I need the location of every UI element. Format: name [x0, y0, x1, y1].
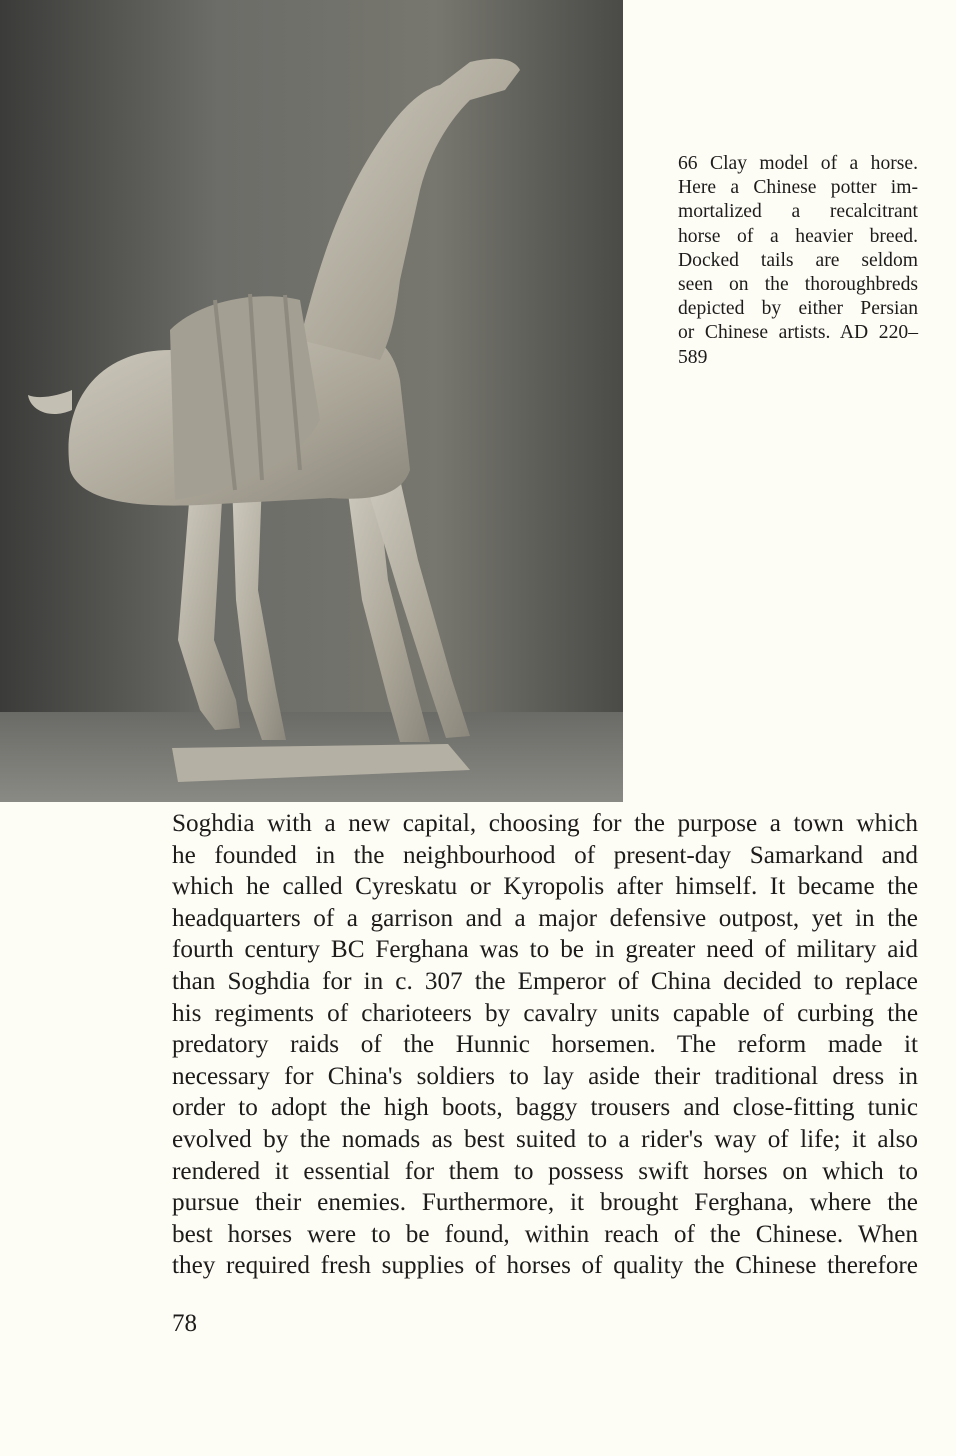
body-line: order to adopt the high boots, baggy trousers and close-fitting tunic [172, 1094, 918, 1122]
body-line: they required fresh supplies of horses of quality the Chinese therefore [172, 1252, 918, 1280]
body-line: fourth century BC Ferghana was to be in greater need of military aid [172, 936, 918, 964]
caption-line: 589 [678, 346, 708, 368]
body-line: best horses were to be found, within reach of the Chinese. When [172, 1220, 918, 1248]
body-line: pursue their enemies. Furthermore, it brought Ferghana, where the [172, 1189, 918, 1217]
caption-line: Docked tails are seldom [678, 249, 918, 271]
figure-caption [678, 152, 918, 370]
caption-line: seen on the thoroughbreds [678, 274, 918, 296]
horse-figure-photo [0, 0, 623, 802]
body-line: headquarters of a garrison and a major defensive outpost, yet in the [172, 904, 918, 932]
caption-line: depicted by either Persian [678, 298, 918, 320]
caption-line: horse of a heavier breed. [678, 225, 918, 247]
body-line: he founded in the neighbourhood of present-day Samarkand and [172, 841, 918, 869]
clay-horse-illustration [0, 0, 623, 802]
caption-line: or Chinese artists. AD 220– [678, 322, 918, 344]
body-line: than Soghdia for in c. 307 the Emperor of China decided to replace [172, 967, 918, 995]
body-line: predatory raids of the Hunnic horsemen. The reform made it [172, 1031, 918, 1059]
body-line: rendered it essential for them to possess swift horses on which to [172, 1157, 918, 1185]
body-line: which he called Cyreskatu or Kyropolis after himself. It became the [172, 873, 918, 901]
body-line: evolved by the nomads as best suited to a rider's way of life; it also [172, 1125, 918, 1153]
caption-line: 66 Clay model of a horse. [678, 153, 918, 174]
body-text [172, 808, 918, 1282]
body-line: Soghdia with a new capital, choosing for the purpose a town which [172, 810, 918, 837]
page-number: 78 [172, 1310, 197, 1337]
caption-line: mortalized a recalcitrant [678, 201, 918, 223]
body-line: his regiments of charioteers by cavalry units capable of curbing the [172, 999, 918, 1027]
caption-line: Here a Chinese potter im- [678, 177, 918, 199]
body-line: necessary for China's soldiers to lay aside their traditional dress in [172, 1062, 918, 1090]
